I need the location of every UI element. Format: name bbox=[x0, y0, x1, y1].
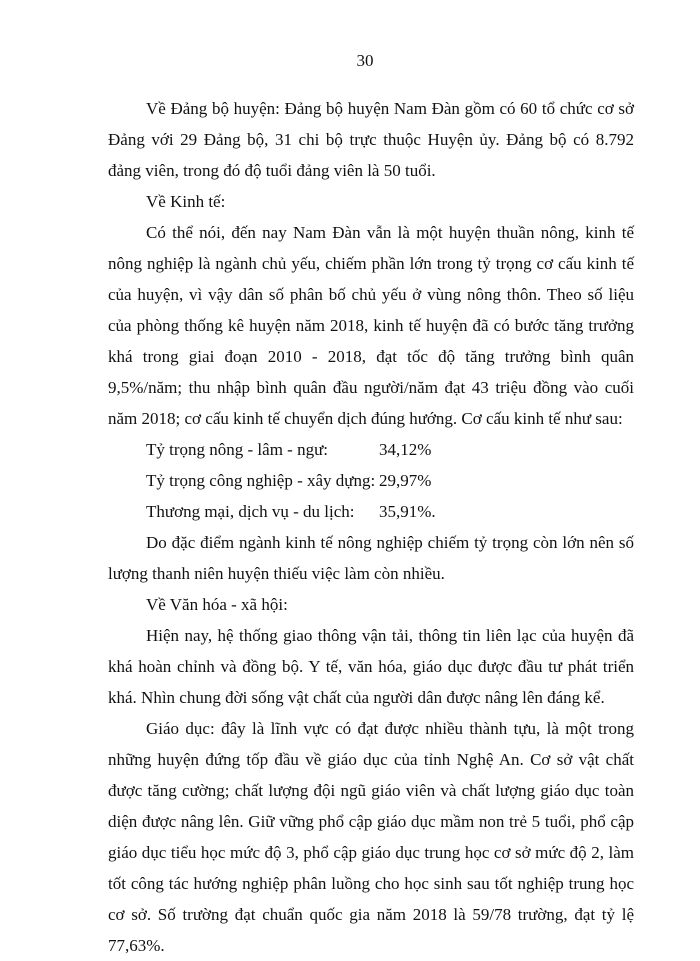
structure-row-industry bbox=[108, 465, 634, 496]
economic-structure-list bbox=[108, 434, 634, 527]
economy-heading: Về Kinh tế: bbox=[146, 192, 226, 211]
structure-label: Thương mại, dịch vụ - du lịch: bbox=[146, 502, 355, 521]
education-paragraph: Giáo dục: đây là lĩnh vực có đạt được nhiều thành tựu, là một trong những huyện đứng tốp đầu về giáo dục của tỉnh Nghệ An. Cơ sở vật chất được tăng cường; chất lượng đội ngũ giáo viên và chất lượng giáo dục toàn diện được nâng lên. Giữ vững phổ cập giáo dục mầm non trẻ 5 tuổi, phổ cập giáo dục tiểu học mức độ 3, phổ cập giáo dục trung học cơ sở mức độ 2, làm tốt công tác hướng nghiệp phân luồng cho học sinh sau tốt nghiệp trung học cơ sở. Số trường đạt chuẩn quốc gia năm 2018 là 59/78 trường, đạt tỷ lệ 77,63%. bbox=[108, 719, 634, 955]
economy-intro-paragraph: Có thể nói, đến nay Nam Đàn vẫn là một huyện thuần nông, kinh tế nông nghiệp là ngành chủ yếu, chiếm phần lớn trong tỷ trọng cơ cấu kinh tế của huyện, vì vậy dân số phân bố chủ yếu ở vùng nông thôn. Theo số liệu của phòng thống kê huyện năm 2018, kinh tế huyện đã có bước tăng trưởng khá trong giai đoạn 2010 - 2018, đạt tốc độ tăng trưởng bình quân 9,5%/năm; thu nhập bình quân đầu người/năm đạt 43 triệu đồng vào cuối năm 2018; cơ cấu kinh tế chuyển dịch đúng hướng. Cơ cấu kinh tế như sau: bbox=[108, 223, 634, 428]
structure-row-agriculture bbox=[108, 434, 634, 465]
structure-value: 29,97% bbox=[379, 471, 432, 490]
economy-conclusion-paragraph: Do đặc điểm ngành kinh tế nông nghiệp chiếm tỷ trọng còn lớn nên số lượng thanh niên huyện thiếu việc làm còn nhiều. bbox=[108, 533, 634, 583]
culture-heading: Về Văn hóa - xã hội: bbox=[146, 595, 288, 614]
document-body bbox=[108, 93, 634, 961]
structure-label: Tỷ trọng công nghiệp - xây dựng: bbox=[146, 471, 376, 490]
structure-row-services bbox=[108, 496, 634, 527]
infrastructure-paragraph: Hiện nay, hệ thống giao thông vận tải, thông tin liên lạc của huyện đã khá hoàn chỉnh và đồng bộ. Y tế, văn hóa, giáo dục được đầu tư phát triển khá. Nhìn chung đời sống vật chất của người dân được nâng lên đáng kể. bbox=[108, 626, 634, 707]
structure-label: Tỷ trọng nông - lâm - ngư: bbox=[146, 440, 329, 459]
page-number: 30 bbox=[356, 51, 374, 70]
party-paragraph: Về Đảng bộ huyện: Đảng bộ huyện Nam Đàn gồm có 60 tổ chức cơ sở Đảng với 29 Đảng bộ, 31 chi bộ trực thuộc Huyện ủy. Đảng bộ có 8.792 đảng viên, trong đó độ tuổi đảng viên là 50 tuổi. bbox=[108, 99, 634, 180]
structure-value: 35,91%. bbox=[379, 502, 436, 521]
structure-value: 34,12% bbox=[379, 440, 432, 459]
